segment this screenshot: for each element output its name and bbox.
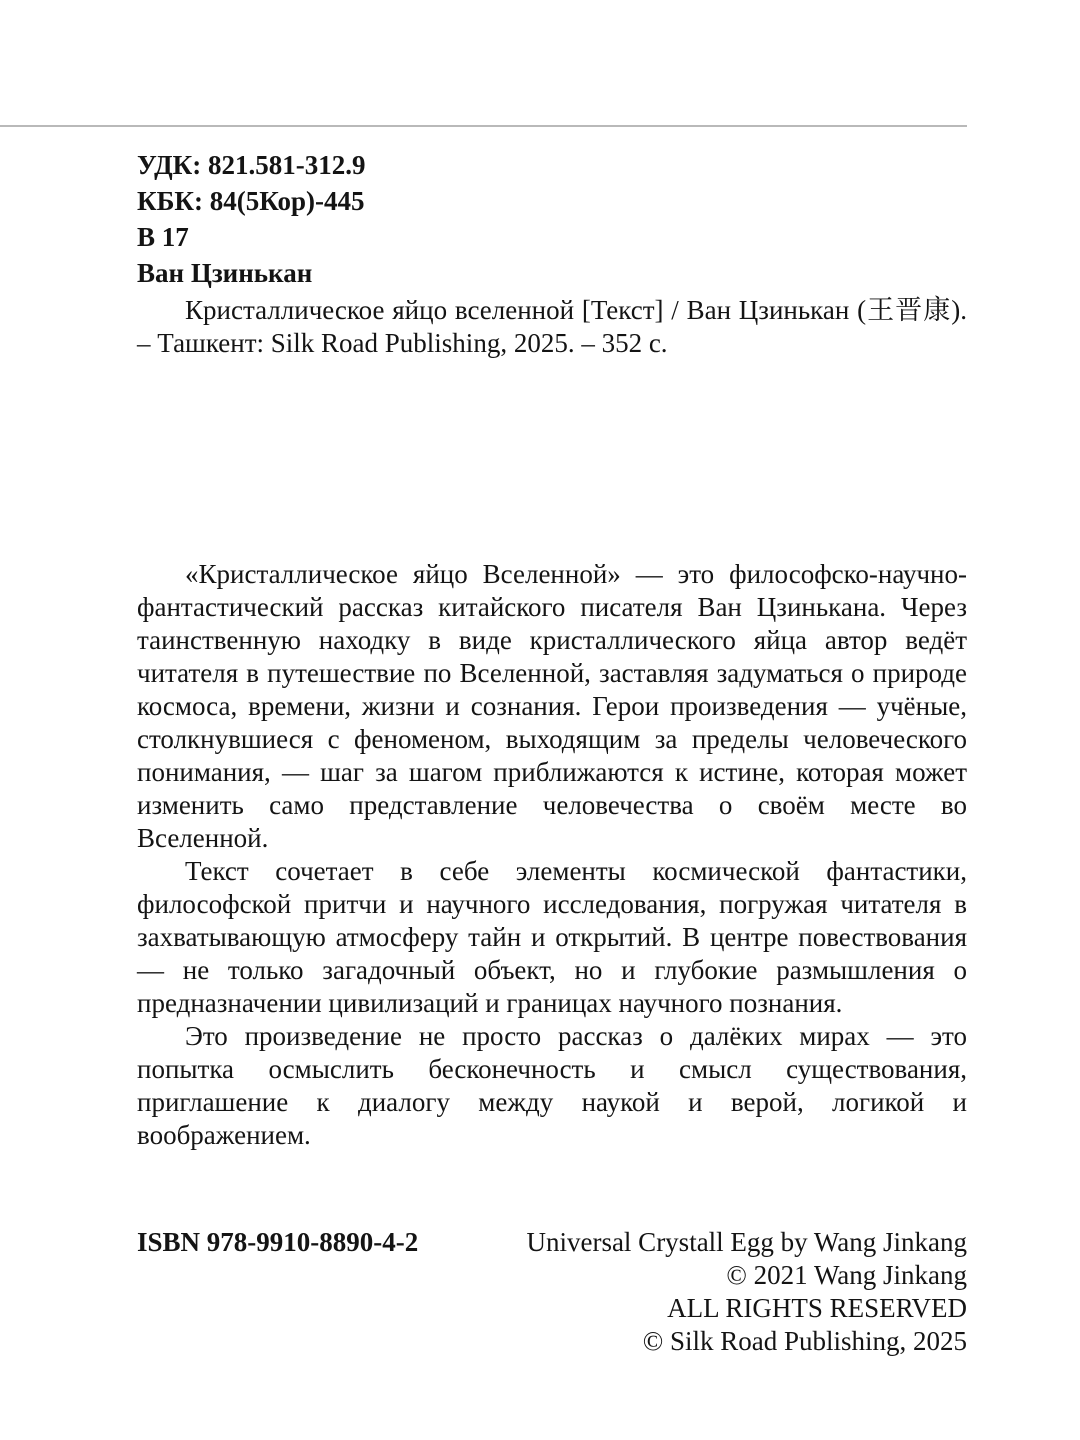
- udk-code: УДК: 821.581-312.9: [137, 150, 366, 180]
- isbn-number: ISBN 978-9910-8890-4-2: [137, 1227, 419, 1257]
- footer-block: [137, 1226, 967, 1358]
- publisher-copyright-line: © Silk Road Publishing, 2025: [642, 1326, 967, 1356]
- author-name: Ван Цзинькан: [137, 258, 313, 288]
- all-rights-reserved-line: ALL RIGHTS RESERVED: [667, 1293, 967, 1323]
- annotation-paragraph: Текст сочетает в себе элементы космической фантастики, философской притчи и научного исследования, погружая читателя в захватывающую атмосферу тайн и открытий. В центре повествования — не только загадочный объект, но и глубокие размышления о предназначении цивилизаций и границах научного познания.: [137, 856, 967, 1018]
- header-divider: [0, 125, 967, 127]
- author-copyright-line: © 2021 Wang Jinkang: [726, 1260, 967, 1290]
- rights-block: [526, 1226, 967, 1358]
- author-sign-code: В 17: [137, 222, 189, 252]
- annotation-paragraph: Это произведение не просто рассказ о далёких мирах — это попытка осмыслить бесконечность и смысл существования, приглашение к диалогу между наукой и верой, логикой и воображением.: [137, 1021, 967, 1150]
- bbk-code: КБК: 84(5Кор)-445: [137, 186, 365, 216]
- bibliographic-entry: Кристаллическое яйцо вселенной [Текст] / Ван Цзинькан (王晋康). – Ташкент: Silk Road Publishing, 2025. – 352 с.: [137, 295, 967, 358]
- imprint-block: [137, 147, 967, 360]
- annotation-block: [137, 558, 967, 1152]
- annotation-paragraph: «Кристаллическое яйцо Вселенной» — это философско-научно-фантастический рассказ китайского писателя Ван Цзинькана. Через таинственную находку в виде кристаллического яйца автор ведёт читателя в путешествие по Вселенной, заставляя задуматься о природе космоса, времени, жизни и сознания. Герои произведения — учёные, столкнувшиеся с феноменом, выходящим за пределы человеческого понимания, — шаг за шагом приближаются к истине, которая может изменить само представление человечества о своём месте во Вселенной.: [137, 559, 967, 853]
- original-title-line: Universal Crystall Egg by Wang Jinkang: [526, 1227, 967, 1257]
- page-content: [137, 147, 967, 1358]
